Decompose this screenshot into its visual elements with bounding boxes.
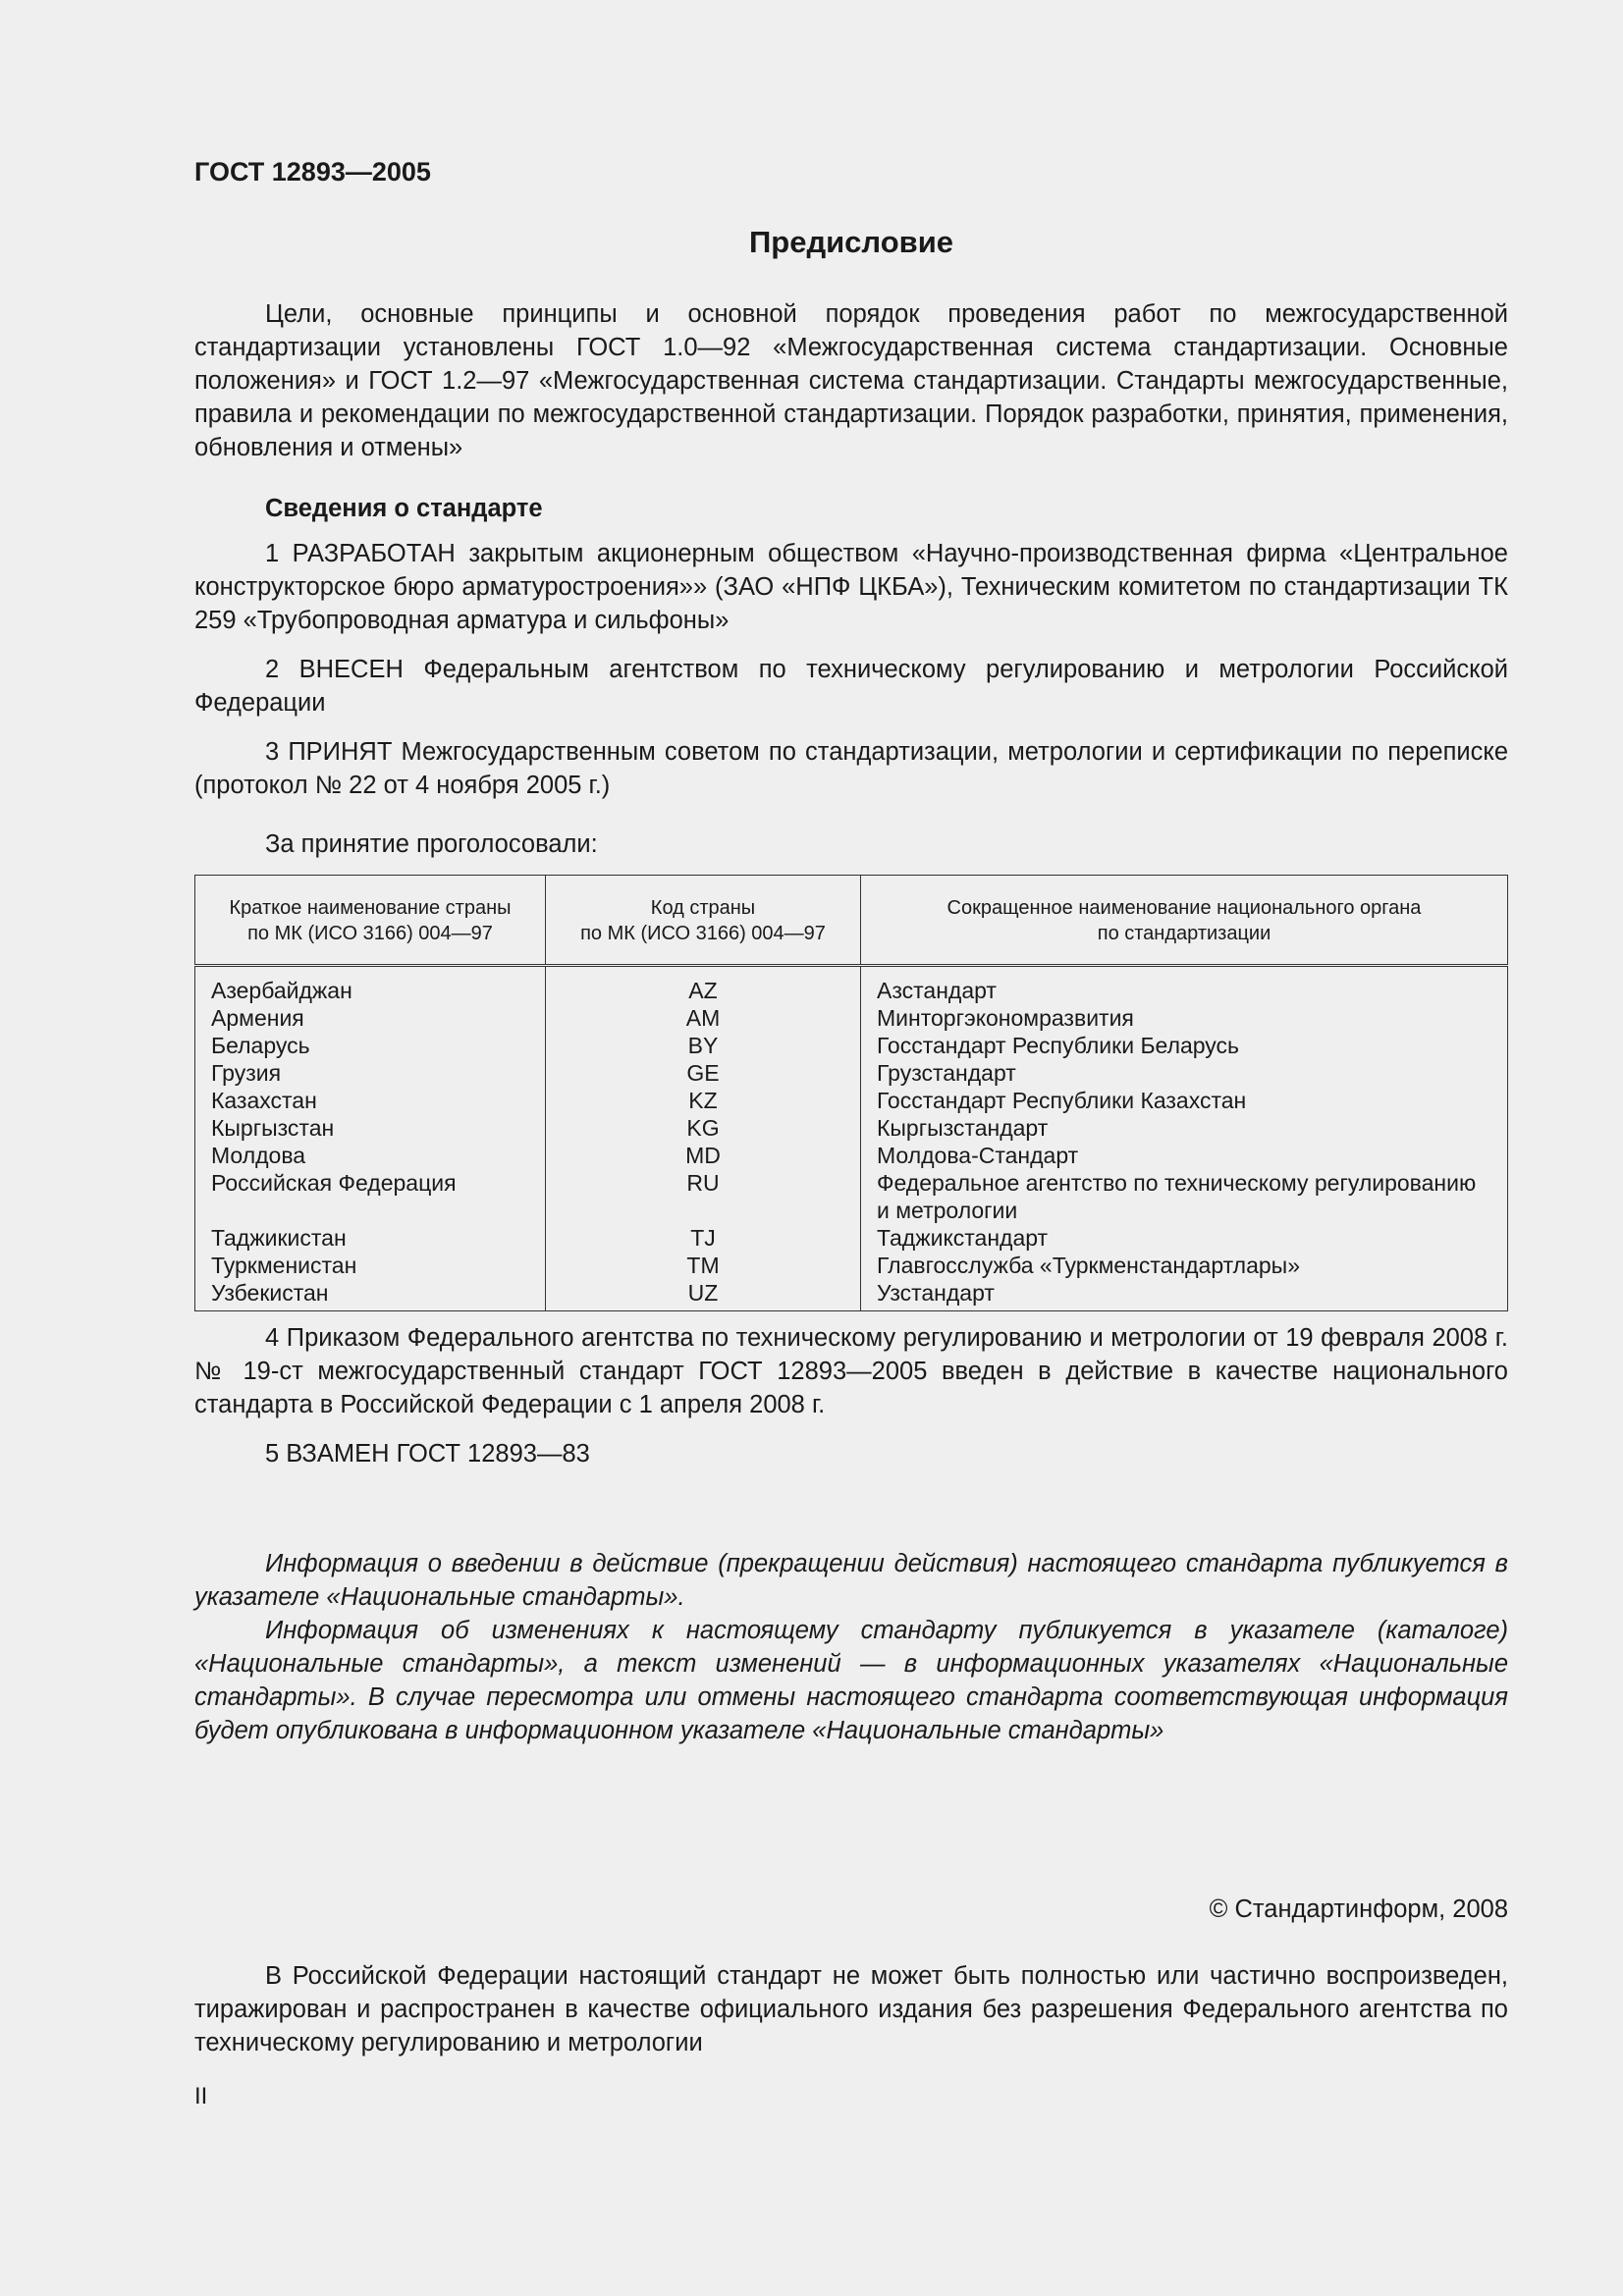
code-cell: UZ (546, 1279, 861, 1311)
country-cell: Туркменистан (211, 1253, 357, 1278)
table-row (195, 1059, 1508, 1087)
country-cell: Российская Федерация (211, 1170, 457, 1196)
table-row (195, 1142, 1508, 1169)
body-cell: Минторгэкономразвития (861, 1004, 1508, 1032)
header-country-code-line2: по МК (ИСО 3166) 004—97 (580, 923, 826, 944)
table-row (195, 966, 1508, 1005)
page-content (194, 157, 1508, 2059)
body-cell: Таджикстандарт (861, 1224, 1508, 1252)
country-cell: Грузия (211, 1060, 282, 1086)
header-national-body-line1: Сокращенное наименование национального органа (947, 897, 1422, 919)
country-cell: Азербайджан (211, 978, 352, 1003)
publication-info-paragraph-1: Информация о введении в действие (прекращении действия) настоящего стандарта публикуется в указателе «Национальные стандарты». (194, 1550, 1508, 1611)
body-cell: Госстандарт Республики Беларусь (861, 1032, 1508, 1059)
info-item-4: 4 Приказом Федерального агентства по техническому регулированию и метрологии от 19 февраля 2008 г. № 19-ст межгосударственный стандарт ГОСТ 12893—2005 введен в действие в качестве национального стандарта в Российской Федерации с 1 апреля 2008 г. (194, 1324, 1508, 1418)
code-cell: BY (546, 1032, 861, 1059)
info-item-1: 1 РАЗРАБОТАН закрытым акционерным обществом «Научно-производственная фирма «Центральное конструкторское бюро арматуростроения»» (ЗАО «НПФ ЦКБА»), Техническим комитетом по стандартизации ТК 259 «Трубопроводная арматура и сильфоны» (194, 540, 1508, 634)
publication-info-paragraph-2: Информация об изменениях к настоящему стандарту публикуется в указателе (каталоге) «Национальные стандарты», а текст изменений — в информационных указателях «Национальные стандарты». В случае пересмотра или отмены настоящего стандарта соответствующая информация будет опубликована в информационном указателе «Национальные стандарты» (194, 1617, 1508, 1744)
page-number: II (194, 2083, 208, 2109)
body-cell: Главгосслужба «Туркменстандартлары» (861, 1252, 1508, 1279)
header-country-code (546, 876, 861, 966)
voting-table-header-row (195, 876, 1508, 966)
table-row (195, 1169, 1508, 1224)
standard-info-heading: Сведения о стандарте (265, 495, 543, 522)
table-row (195, 1252, 1508, 1279)
page-title: Предисловие (748, 225, 953, 259)
intro-paragraph: Цели, основные принципы и основной порядок проведения работ по межгосударственной стандартизации установлены ГОСТ 1.0—92 «Межгосударственная система стандартизации. Основные положения» и ГОСТ 1.2—97 «Межгосударственная система стандартизации. Стандарты межгосударственные, правила и рекомендации по межгосударственной стандартизации. Порядок разработки, принятия, применения, обновления и отмены» (194, 300, 1508, 461)
table-row (195, 1004, 1508, 1032)
code-cell: TM (546, 1252, 861, 1279)
code-cell: TJ (546, 1224, 861, 1252)
header-national-body (861, 876, 1508, 966)
info-item-5: 5 ВЗАМЕН ГОСТ 12893—83 (265, 1440, 590, 1468)
publication-info (194, 1547, 1508, 1747)
table-row (195, 1114, 1508, 1142)
country-cell: Таджикистан (211, 1225, 347, 1251)
body-cell: Азстандарт (861, 966, 1508, 1005)
country-cell: Казахстан (211, 1088, 317, 1113)
voted-label: За принятие проголосовали: (265, 830, 598, 858)
body-cell: Узстандарт (861, 1279, 1508, 1311)
copyright-notice: © Стандартинформ, 2008 (1209, 1896, 1508, 1923)
table-row (195, 1032, 1508, 1059)
voting-table (194, 875, 1508, 1311)
body-cell: Молдова-Стандарт (861, 1142, 1508, 1169)
code-cell: AZ (546, 966, 861, 1005)
code-cell: GE (546, 1059, 861, 1087)
header-country-name (195, 876, 546, 966)
body-cell: Госстандарт Республики Казахстан (861, 1087, 1508, 1114)
country-cell: Молдова (211, 1143, 306, 1168)
header-national-body-line2: по стандартизации (1097, 923, 1271, 944)
country-cell: Армения (211, 1005, 304, 1031)
header-country-name-line2: по МК (ИСО 3166) 004—97 (247, 923, 493, 944)
body-cell: Федеральное агентство по техническому регулированию и метрологии (861, 1169, 1508, 1224)
legal-notice: В Российской Федерации настоящий стандарт не может быть полностью или частично воспроизведен, тиражирован и распространен в качестве официального издания без разрешения Федерального агентства по техническому регулированию и метрологии (194, 1962, 1508, 2056)
body-cell: Грузстандарт (861, 1059, 1508, 1087)
table-row (195, 1279, 1508, 1311)
header-country-name-line1: Краткое наименование страны (229, 897, 512, 919)
info-item-3: 3 ПРИНЯТ Межгосударственным советом по стандартизации, метрологии и сертификации по переписке (протокол № 22 от 4 ноября 2005 г.) (194, 738, 1508, 799)
code-cell: KG (546, 1114, 861, 1142)
code-cell: KZ (546, 1087, 861, 1114)
info-item-2: 2 ВНЕСЕН Федеральным агентством по техническому регулированию и метрологии Российской Федерации (194, 656, 1508, 717)
table-row (195, 1224, 1508, 1252)
code-cell: MD (546, 1142, 861, 1169)
header-country-code-line1: Код страны (650, 897, 756, 919)
country-cell: Узбекистан (211, 1280, 329, 1306)
body-cell: Кыргызстандарт (861, 1114, 1508, 1142)
country-cell: Беларусь (211, 1033, 310, 1058)
code-cell: RU (546, 1169, 861, 1224)
code-cell: AM (546, 1004, 861, 1032)
table-row (195, 1087, 1508, 1114)
standard-code-header: ГОСТ 12893—2005 (194, 157, 431, 187)
country-cell: Кыргызстан (211, 1115, 335, 1141)
